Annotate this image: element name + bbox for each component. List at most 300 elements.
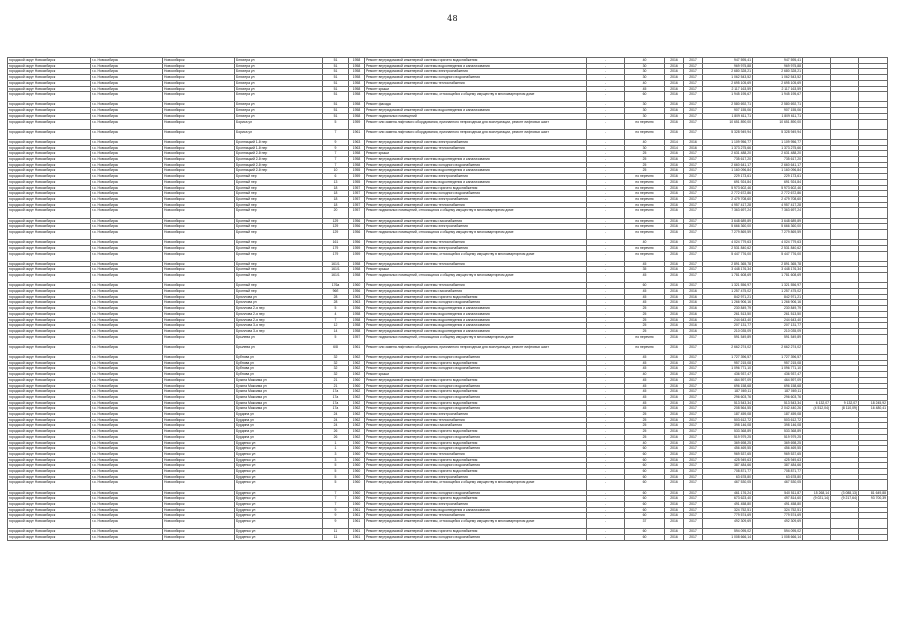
cell-city: Новосибирск [163, 251, 235, 261]
cell-work: Ремонт внутридомовой инженерной системы холодного водоснабжения [365, 383, 587, 389]
cell-district: городской округ Новосибирск [8, 317, 91, 323]
cell-district: городской округ Новосибирск [8, 229, 91, 239]
cell-year: 1960 [349, 283, 365, 289]
cell-year: 1960 [349, 480, 365, 490]
cell-city: Новосибирск [163, 92, 235, 102]
cell-dash: - [587, 507, 625, 513]
cell-life: 45 [625, 273, 665, 283]
cell-cost: 969 975,88 [703, 63, 753, 69]
table-row [8, 208, 888, 218]
cell-y2: 2017 [684, 283, 703, 289]
cell-y1: 2016 [665, 196, 684, 202]
cell-city: Новосибирск [163, 139, 235, 145]
cell-house: 11 [323, 535, 349, 541]
cell-life: 40 [625, 372, 665, 378]
cell-cost: 708 871,77 [703, 469, 753, 475]
cell-y1: 2014 [665, 145, 684, 151]
cell-year: 1958 [349, 323, 365, 329]
cell-life: 60 [625, 480, 665, 490]
cell-district: городской округ Новосибирск [8, 446, 91, 452]
cell-total: 5 973 602,46 [753, 185, 803, 191]
cell-street: Бронный пер [235, 191, 323, 197]
cell-x3: 81 649,88 [859, 490, 888, 496]
cell-house: 26 [323, 434, 349, 440]
cell-dash: - [587, 139, 625, 145]
cell-x2 [831, 273, 859, 283]
cell-settlement: г.о. Новосибирск [91, 446, 163, 452]
cell-cost: 1 321 556,97 [703, 283, 753, 289]
cell-total: 503 612,72 [753, 417, 803, 423]
cell-cost: 2 695 105,69 [703, 80, 753, 86]
cell-dash: - [587, 323, 625, 329]
cell-total: 187 459,08 [753, 412, 803, 418]
cell-work: Ремонт внутридомовой инженерной системы горячего водоснабжения [365, 457, 587, 463]
cell-district: городской округ Новосибирск [8, 434, 91, 440]
cell-total: 5 666 360,00 [753, 224, 803, 230]
cell-street: Блюхера ул [235, 58, 323, 64]
cell-x1 [803, 208, 831, 218]
cell-house: 7 [323, 151, 349, 157]
cell-dash: - [587, 191, 625, 197]
cell-cost: 210 035,09 [703, 328, 753, 334]
cell-district: городской округ Новосибирск [8, 334, 91, 344]
table-row [8, 344, 888, 354]
cell-house: 3 [323, 451, 349, 457]
cell-y1: 2016 [665, 179, 684, 185]
cell-total: 519 979,25 [753, 434, 803, 440]
cell-cost: 1 809 611,71 [703, 113, 753, 119]
cell-house: 20 [323, 208, 349, 218]
cell-dash: - [587, 294, 625, 300]
cell-life: 60 [625, 502, 665, 508]
cell-year: 1958 [349, 162, 365, 168]
cell-total: 5 328 949,94 [753, 129, 803, 139]
cell-cost: 2 117 163,59 [703, 86, 753, 92]
cell-dash: - [587, 344, 625, 354]
cell-total: 2 662 274,02 [753, 344, 803, 354]
cell-life: 45 [625, 406, 665, 412]
cell-street: Брюллова ул [235, 294, 323, 300]
cell-dash: - [587, 412, 625, 418]
cell-y2: 2017 [684, 58, 703, 64]
cell-year: 1960 [349, 490, 365, 496]
cell-y1: 2016 [665, 113, 684, 119]
cell-total: 735 617,20 [753, 157, 803, 163]
cell-life: 25 [625, 417, 665, 423]
cell-city: Новосибирск [163, 58, 235, 64]
cell-district: городской округ Новосибирск [8, 185, 91, 191]
cell-y1: 2016 [665, 383, 684, 389]
cell-street: Брюллова ул [235, 300, 323, 306]
cell-settlement: г.о. Новосибирск [91, 229, 163, 239]
cell-district: городской округ Новосибирск [8, 377, 91, 383]
cell-city: Новосибирск [163, 355, 235, 361]
cell-dash: - [587, 75, 625, 81]
cell-house: 32 [323, 366, 349, 372]
cell-house: 179 [323, 251, 349, 261]
cell-x1: (4 512,04) [803, 406, 831, 412]
cell-district: городской округ Новосибирск [8, 224, 91, 230]
cell-cost: 187 069,11 [703, 389, 753, 395]
cell-work: Ремонт внутридомовой инженерной системы теплоснабжения [365, 145, 587, 151]
cell-city: Новосибирск [163, 334, 235, 344]
cell-city: Новосибирск [163, 102, 235, 108]
cell-district: городской округ Новосибирск [8, 267, 91, 273]
cell-work: Ремонт внутридомовой инженерной системы электроснабжения [365, 245, 587, 251]
cell-house: 51 [323, 58, 349, 64]
cell-city: Новосибирск [163, 240, 235, 246]
cell-street: Бурденко ул [235, 496, 323, 502]
cell-life: 60 [625, 507, 665, 513]
cell-settlement: г.о. Новосибирск [91, 191, 163, 197]
cell-house: 13 [323, 179, 349, 185]
cell-district: городской округ Новосибирск [8, 440, 91, 446]
cell-district: городской округ Новосибирск [8, 245, 91, 251]
cell-district: городской округ Новосибирск [8, 412, 91, 418]
cell-street: Брюллова 2-я пер [235, 311, 323, 317]
cell-street: Бурдина ул [235, 429, 323, 435]
cell-y1: 2016 [665, 417, 684, 423]
cell-total: 1 008 666,14 [753, 535, 803, 541]
cell-y1: 2016 [665, 294, 684, 300]
cell-dash: - [587, 535, 625, 541]
cell-y1: 2016 [665, 372, 684, 378]
cell-y2: 2017 [684, 490, 703, 496]
cell-total: 591 549,89 [753, 334, 803, 344]
cell-dash: - [587, 474, 625, 480]
cell-cost: 969 537,65 [703, 451, 753, 457]
cell-year: 1961 [349, 513, 365, 519]
cell-district: городской округ Новосибирск [8, 108, 91, 114]
cell-y1: 2016 [665, 251, 684, 261]
cell-year: 1962 [349, 389, 365, 395]
cell-year: 1962 [349, 429, 365, 435]
cell-total: 2 891 365,78 [753, 261, 803, 267]
cell-life: по перечню [625, 224, 665, 230]
cell-cost: 591 549,89 [703, 334, 753, 344]
cell-city: Новосибирск [163, 311, 235, 317]
table-row [8, 334, 888, 344]
cell-house: 161/1 [323, 267, 349, 273]
cell-life: 60 [625, 496, 665, 502]
cell-city: Новосибирск [163, 440, 235, 446]
cell-x3 [859, 535, 888, 541]
cell-street: Бронный пер [235, 261, 323, 267]
cell-street: Брюллова 3-я пер [235, 323, 323, 329]
cell-y2: 2017 [684, 251, 703, 261]
cell-settlement: г.о. Новосибирск [91, 102, 163, 108]
cell-dash: - [587, 457, 625, 463]
cell-life: 45 [625, 394, 665, 400]
cell-street: Бузина Максима ул [235, 377, 323, 383]
cell-street: Блюхера ул [235, 92, 323, 102]
cell-y1: 2016 [665, 446, 684, 452]
cell-y1: 2016 [665, 240, 684, 246]
cell-house: 7 [323, 496, 349, 502]
cell-y1: 2016 [665, 451, 684, 457]
cell-district: городской округ Новосибирск [8, 151, 91, 157]
cell-y2: 2016 [684, 139, 703, 145]
cell-y1: 2016 [665, 412, 684, 418]
cell-house: 51 [323, 113, 349, 119]
cell-work: Ремонт внутридомовой инженерной системы холодного водоснабжения [365, 75, 587, 81]
cell-life: 25 [625, 157, 665, 163]
cell-dash: - [587, 63, 625, 69]
cell-x2 [831, 334, 859, 344]
cell-year: 1958 [349, 75, 365, 81]
cell-settlement: г.о. Новосибирск [91, 92, 163, 102]
cell-y1: 2016 [665, 323, 684, 329]
cell-x2 [831, 229, 859, 239]
cell-city: Новосибирск [163, 389, 235, 395]
cell-city: Новосибирск [163, 229, 235, 239]
cell-district: городской округ Новосибирск [8, 311, 91, 317]
cell-street: Бурденко ул [235, 490, 323, 496]
cell-cost: 779 574,69 [703, 513, 753, 519]
cell-x3 [859, 344, 888, 354]
cell-total: 7 363 697,24 [753, 208, 803, 218]
cell-city: Новосибирск [163, 502, 235, 508]
cell-y2: 2017 [684, 394, 703, 400]
cell-cost: 2 479 708,60 [703, 196, 753, 202]
cell-district: городской округ Новосибирск [8, 58, 91, 64]
cell-cost: 2 662 274,02 [703, 344, 753, 354]
cell-settlement: г.о. Новосибирск [91, 75, 163, 81]
cell-cost: 4 024 779,63 [703, 240, 753, 246]
cell-work: Ремонт внутридомовой инженерной системы теплоснабжения [365, 283, 587, 289]
cell-settlement: г.о. Новосибирск [91, 129, 163, 139]
cell-settlement: г.о. Новосибирск [91, 151, 163, 157]
cell-street: Бронницкий 2-й пер [235, 168, 323, 174]
cell-city: Новосибирск [163, 490, 235, 496]
cell-year: 1958 [349, 328, 365, 334]
cell-settlement: г.о. Новосибирск [91, 502, 163, 508]
cell-dash: - [587, 513, 625, 519]
cell-total: 4 024 779,63 [753, 240, 803, 246]
cell-settlement: г.о. Новосибирск [91, 394, 163, 400]
cell-dash: - [587, 451, 625, 457]
cell-life: по перечню [625, 344, 665, 354]
cell-x1 [803, 273, 831, 283]
cell-x1 [803, 92, 831, 102]
cell-x3 [859, 251, 888, 261]
cell-y1: 2016 [665, 185, 684, 191]
cell-life: по перечню [625, 185, 665, 191]
cell-district: городской округ Новосибирск [8, 323, 91, 329]
cell-x3: 93 700,39 [859, 496, 888, 502]
cell-year: 1957 [349, 208, 365, 218]
cell-district: городской округ Новосибирск [8, 383, 91, 389]
cell-year: 1958 [349, 151, 365, 157]
cell-cost: 533 368,89 [703, 429, 753, 435]
cell-life: 45 [625, 86, 665, 92]
cell-year: 1957 [349, 196, 365, 202]
cell-y1: 2016 [665, 92, 684, 102]
cell-settlement: г.о. Новосибирск [91, 162, 163, 168]
cell-cost: 735 617,20 [703, 157, 753, 163]
cell-y2: 2017 [684, 440, 703, 446]
cell-year: 1956 [349, 218, 365, 224]
cell-district: городской округ Новосибирск [8, 519, 91, 529]
cell-x1: 15 268,14 [803, 490, 831, 496]
cell-y1: 2016 [665, 191, 684, 197]
cell-house: 17а [323, 400, 349, 406]
cell-dash: - [587, 355, 625, 361]
cell-y2: 2017 [684, 519, 703, 529]
cell-street: Бубнова ул [235, 372, 323, 378]
cell-y2: 2017 [684, 417, 703, 423]
cell-y2: 2017 [684, 334, 703, 344]
cell-settlement: г.о. Новосибирск [91, 300, 163, 306]
cell-life: 25 [625, 311, 665, 317]
cell-district: городской округ Новосибирск [8, 496, 91, 502]
cell-total: 1 257 475,02 [753, 289, 803, 295]
cell-dash: - [587, 119, 625, 129]
cell-settlement: г.о. Новосибирск [91, 372, 163, 378]
cell-city: Новосибирск [163, 129, 235, 139]
cell-year: 1959 [349, 119, 365, 129]
cell-district: городской округ Новосибирск [8, 394, 91, 400]
cell-y2: 2017 [684, 383, 703, 389]
cell-district: городской округ Новосибирск [8, 139, 91, 145]
cell-work: Ремонт внутридомовой инженерной системы, относящейся к общему имуществу в многоквартирном доме [365, 480, 587, 490]
cell-year: 1962 [349, 406, 365, 412]
cell-house: 51 [323, 63, 349, 69]
cell-street: Блюхера ул [235, 69, 323, 75]
cell-x2: (3 088,13) [831, 490, 859, 496]
cell-total: 3 648 689,89 [753, 218, 803, 224]
cell-house: 18 [323, 191, 349, 197]
cell-work: Ремонт или замена лифтового оборудования, признанного непригодным для эксплуатации, ремонт лифтовых шахт [365, 119, 587, 129]
cell-dash: - [587, 58, 625, 64]
cell-year: 1961 [349, 535, 365, 541]
cell-house: 5 [323, 463, 349, 469]
cell-street: Бурденко ул [235, 502, 323, 508]
cell-house: 28 [323, 294, 349, 300]
cell-y2: 2017 [684, 179, 703, 185]
cell-work: Ремонт внутридомовой инженерной системы горячего водоснабжения [365, 377, 587, 383]
cell-y2: 2017 [684, 119, 703, 129]
cell-total: 456 469,55 [753, 446, 803, 452]
cell-life: 40 [625, 240, 665, 246]
cell-house: 51 [323, 92, 349, 102]
cell-y2: 2017 [684, 185, 703, 191]
cell-y2: 2016 [684, 323, 703, 329]
cell-y2: 2017 [684, 434, 703, 440]
cell-y1: 2016 [665, 63, 684, 69]
cell-total: 1 809 611,71 [753, 113, 803, 119]
cell-life: 40 [625, 58, 665, 64]
cell-total: 947 595,41 [753, 58, 803, 64]
cell-house: 32 [323, 372, 349, 378]
cell-street: Бубнова ул [235, 355, 323, 361]
cell-dash: - [587, 490, 625, 496]
cell-dash: - [587, 372, 625, 378]
cell-street: Бубнова ул [235, 360, 323, 366]
cell-y2: 2017 [684, 80, 703, 86]
cell-house: 24 [323, 417, 349, 423]
cell-y2: 2017 [684, 412, 703, 418]
cell-settlement: г.о. Новосибирск [91, 261, 163, 267]
cell-house: 9 [323, 507, 349, 513]
cell-cost: 5 328 949,94 [703, 129, 753, 139]
cell-year: 1962 [349, 423, 365, 429]
cell-total: 261 513,50 [753, 311, 803, 317]
cell-life: 37 [625, 519, 665, 529]
cell-life: по перечню [625, 218, 665, 224]
cell-total: 187 069,11 [753, 389, 803, 395]
cell-y1: 2016 [665, 300, 684, 306]
cell-house: 179 [323, 245, 349, 251]
cell-work: Ремонт крыши [365, 267, 587, 273]
cell-street: Бронный пер [235, 245, 323, 251]
cell-cost: 208 564,55 [703, 406, 753, 412]
cell-settlement: г.о. Новосибирск [91, 457, 163, 463]
cell-dash: - [587, 86, 625, 92]
cell-year: 1956 [349, 224, 365, 230]
cell-city: Новосибирск [163, 529, 235, 535]
cell-x2: (9 217,64) [831, 496, 859, 502]
cell-y1: 2016 [665, 457, 684, 463]
cell-settlement: г.о. Новосибирск [91, 529, 163, 535]
cell-y2: 2017 [684, 463, 703, 469]
cell-year: 1958 [349, 311, 365, 317]
cell-work: Ремонт внутридомовой инженерной системы водоотведения и канализования [365, 108, 587, 114]
cell-work: Ремонт внутридомовой инженерной системы горячего водоснабжения [365, 294, 587, 300]
cell-house: 17а [323, 394, 349, 400]
cell-dash: - [587, 208, 625, 218]
cell-total: 1 945 195,67 [753, 92, 803, 102]
cell-y2: 2017 [684, 502, 703, 508]
cell-district: городской округ Новосибирск [8, 179, 91, 185]
cell-x3: 16 480,41 [859, 406, 888, 412]
cell-dash: - [587, 168, 625, 174]
cell-y2: 2017 [684, 151, 703, 157]
cell-year: 1955 [349, 168, 365, 174]
cell-cost: 1 109 956,77 [703, 139, 753, 145]
cell-street: Брылева ул [235, 344, 323, 354]
cell-district: городской округ Новосибирск [8, 80, 91, 86]
cell-street: Бронный пер [235, 251, 323, 261]
cell-settlement: г.о. Новосибирск [91, 334, 163, 344]
cell-settlement: г.о. Новосибирск [91, 245, 163, 251]
cell-cost: 2 680 328,21 [703, 69, 753, 75]
cell-city: Новосибирск [163, 145, 235, 151]
cell-dash: - [587, 317, 625, 323]
cell-dash: - [587, 108, 625, 114]
cell-dash: - [587, 306, 625, 312]
cell-district: городской округ Новосибирск [8, 406, 91, 412]
cell-total: 1 266 906,16 [753, 300, 803, 306]
cell-district: городской округ Новосибирск [8, 366, 91, 372]
cell-total: 369 698,25 [753, 440, 803, 446]
cell-settlement: г.о. Новосибирск [91, 377, 163, 383]
cell-life: 60 [625, 535, 665, 541]
cell-street: Блюхера ул [235, 80, 323, 86]
cell-cost: 491 458,80 [703, 502, 753, 508]
cell-life: 60 [625, 513, 665, 519]
cell-street: Брылева ул [235, 334, 323, 344]
cell-house: 18 [323, 202, 349, 208]
cell-life: по перечню [625, 191, 665, 197]
cell-y1: 2016 [665, 261, 684, 267]
cell-settlement: г.о. Новосибирск [91, 434, 163, 440]
cell-total: 1 109 956,77 [753, 139, 803, 145]
cell-life: 25 [625, 328, 665, 334]
cell-street: Бронный пер [235, 202, 323, 208]
cell-city: Новосибирск [163, 273, 235, 283]
cell-settlement: г.о. Новосибирск [91, 429, 163, 435]
